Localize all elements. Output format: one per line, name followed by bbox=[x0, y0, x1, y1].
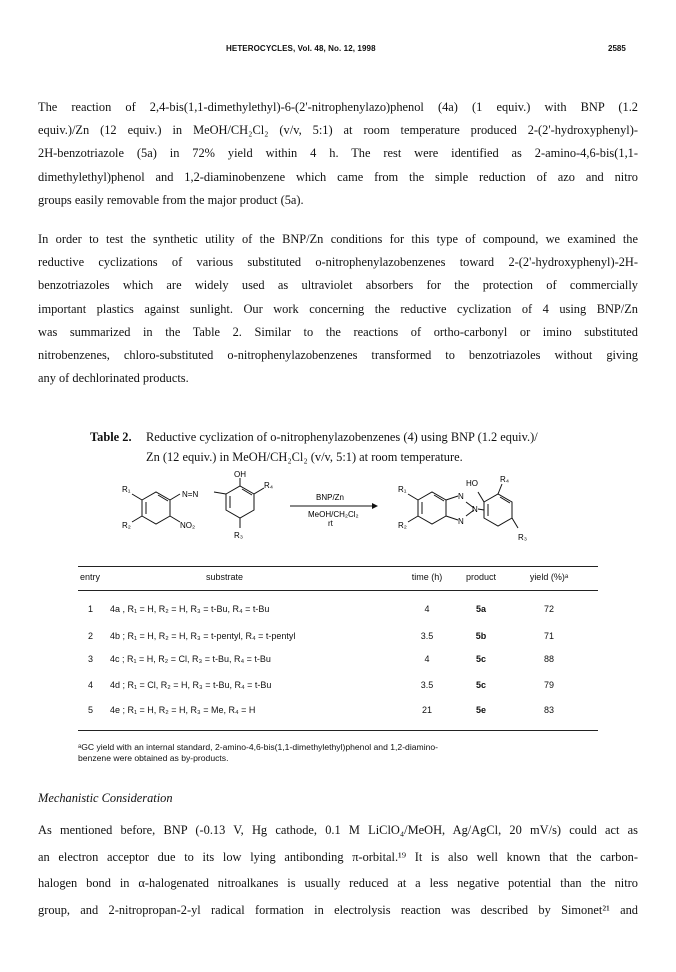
triazole-n2-label: N bbox=[472, 505, 478, 514]
header-substrate: substrate bbox=[206, 572, 244, 582]
cell-yield: 72 bbox=[543, 604, 554, 614]
footnote-line: ᵃGC yield with an internal standard, 2-amino-4,6-bis(1,1-dimethylethyl)phenol and 1,2-diamino- bbox=[78, 742, 439, 752]
cell-product: 5b bbox=[475, 631, 487, 641]
table-row bbox=[78, 654, 598, 668]
cell-entry: 4 bbox=[88, 680, 94, 690]
cell-substrate: 4d ; R₁ = Cl, R₂ = H, R₃ = t-Bu, R₄ = t-Bu bbox=[110, 680, 272, 690]
reagent-label: BNP/Zn bbox=[316, 493, 345, 502]
table-bottom-rule bbox=[78, 730, 598, 731]
cell-entry: 2 bbox=[88, 631, 94, 641]
condition-label: rt bbox=[328, 519, 333, 528]
table-row bbox=[78, 705, 598, 719]
paragraph-line: equiv.)/Zn (12 equiv.) in MeOH/CH₂Cl₂ (v/v, 5:1) at room temperature produced 2-(2'-hydroxyphenyl)- bbox=[38, 123, 638, 138]
paragraph-line: halogen bond in α-halogenated nitroalkanes is usually reduced at a less negative potential than the nitro bbox=[38, 876, 638, 890]
cell-time: 4 bbox=[424, 654, 430, 664]
cell-product: 5c bbox=[475, 654, 486, 664]
paragraph-line: reductive cyclizations of various substituted o-nitrophenylazobenzenes toward 2-(2'-hydroxyphenyl)-2H- bbox=[38, 255, 638, 270]
cell-product: 5c bbox=[475, 680, 486, 690]
oh-label: OH bbox=[234, 470, 246, 479]
product-r2-label: R₂ bbox=[398, 521, 407, 530]
caption-line-2: Zn (12 equiv.) in MeOH/CH₂Cl₂ (v/v, 5:1) at room temperature. bbox=[146, 450, 463, 464]
table-row bbox=[78, 680, 598, 694]
table-top-rule bbox=[78, 566, 598, 567]
paragraph-line: group, and 2-nitropropan-2-yl radical formation in electrolysis reaction was described by Simonet²¹ and bbox=[38, 902, 638, 917]
cell-product: 5e bbox=[475, 705, 486, 715]
r3-label: R₃ bbox=[234, 531, 244, 540]
cell-substrate: 4e ; R₁ = H, R₂ = H, R₃ = Me, R₄ = H bbox=[110, 705, 256, 715]
arrow-head bbox=[372, 503, 378, 509]
azo-label: N=N bbox=[182, 490, 199, 499]
paragraph-line: groups easily removable from the major product (5a). bbox=[38, 192, 304, 207]
paragraph-3 bbox=[38, 817, 638, 923]
cell-yield: 71 bbox=[543, 631, 554, 641]
footnote-line: benzene were obtained as by-products. bbox=[78, 753, 229, 763]
table-footnote bbox=[78, 742, 598, 764]
paragraph-1 bbox=[38, 96, 638, 212]
r1-label: R₁ bbox=[122, 485, 131, 494]
table-row bbox=[78, 604, 598, 618]
caption-line-1: Reductive cyclization of o-nitrophenylazobenzenes (4) using BNP (1.2 equiv.)/ bbox=[146, 430, 538, 444]
cell-substrate: 4b ; R₁ = H, R₂ = H, R₃ = t-pentyl, R₄ = t-pentyl bbox=[110, 631, 296, 641]
cell-substrate: 4a , R₁ = H, R₂ = H, R₃ = t-Bu, R₄ = t-Bu bbox=[110, 604, 270, 614]
header-entry: entry bbox=[80, 572, 101, 582]
table-header-row bbox=[78, 572, 598, 586]
table-header-rule bbox=[78, 590, 598, 591]
product-ho-label: HO bbox=[466, 479, 478, 488]
cell-yield: 88 bbox=[543, 654, 554, 664]
paragraph-line: important plastics against sunlight. Our work concerning the reductive cyclization of 4 using BNP/Zn bbox=[38, 301, 638, 316]
running-header bbox=[0, 44, 676, 60]
reaction-scheme bbox=[118, 470, 558, 554]
table-row bbox=[78, 631, 598, 645]
triazole-n3-label: N bbox=[458, 517, 464, 526]
nitro-label: NO₂ bbox=[180, 521, 196, 530]
journal-citation: HETEROCYCLES, Vol. 48, No. 12, 1998 bbox=[226, 44, 376, 53]
paragraph-line: 2H-benzotriazole (5a) in 72% yield within 4 h. The rest were identified as 2-amino-4,6-bis(1,1- bbox=[38, 146, 638, 161]
r4-label: R₄ bbox=[264, 481, 274, 490]
cell-time: 4 bbox=[424, 604, 430, 614]
product-r1-label: R₁ bbox=[398, 485, 407, 494]
triazole-n1-label: N bbox=[458, 492, 464, 501]
cell-product: 5a bbox=[475, 604, 486, 614]
cell-yield: 79 bbox=[543, 680, 554, 690]
table-caption bbox=[90, 427, 610, 467]
cell-entry: 3 bbox=[88, 654, 94, 664]
paragraph-line: any of dechlorinated products. bbox=[38, 371, 189, 386]
header-yield: yield (%)ᵃ bbox=[529, 572, 569, 582]
paragraph-line: The reaction of 2,4-bis(1,1-dimethylethyl)-6-(2'-nitrophenylazo)phenol (4a) (1 equiv.) with BNP (1.2 bbox=[38, 100, 638, 114]
reactant-structure bbox=[132, 478, 264, 528]
page-number: 2585 bbox=[608, 44, 626, 53]
paragraph-2 bbox=[38, 228, 638, 390]
r2-label: R₂ bbox=[122, 521, 131, 530]
header-time: time (h) bbox=[411, 572, 443, 582]
paragraph-line: benzotriazoles which are widely used as ultraviolet absorbers for the protection of commercially bbox=[38, 278, 638, 293]
cell-time: 3.5 bbox=[420, 631, 434, 641]
cell-entry: 5 bbox=[88, 705, 94, 715]
section-heading: Mechanistic Consideration bbox=[38, 791, 173, 805]
paragraph-line: an electron acceptor due to its low lying antibonding π-orbital.¹⁹ It is also well known that the carbon- bbox=[38, 849, 638, 864]
product-r3-label: R₃ bbox=[518, 533, 528, 542]
paragraph-line: nitrobenzenes, chloro-substituted o-nitrophenylazobenzenes transformed to benzotriazoles without giving bbox=[38, 348, 638, 363]
paragraph-line: dimethylethyl)phenol and 1,2-diaminobenzene which came from the simple reduction of azo and nitro bbox=[38, 169, 638, 184]
product-r4-label: R₄ bbox=[500, 475, 510, 484]
cell-yield: 83 bbox=[543, 705, 554, 715]
header-product: product bbox=[465, 572, 497, 582]
cell-time: 3.5 bbox=[420, 680, 434, 690]
solvent-label: MeOH/CH₂Cl₂ bbox=[308, 510, 359, 519]
paragraph-line: In order to test the synthetic utility of the BNP/Zn conditions for this type of compound, we examined the bbox=[38, 232, 638, 246]
cell-entry: 1 bbox=[88, 604, 94, 614]
cell-substrate: 4c ; R₁ = H, R₂ = Cl, R₃ = t-Bu, R₄ = t-Bu bbox=[110, 654, 271, 664]
table-label: Table 2. bbox=[90, 430, 132, 444]
paragraph-line: As mentioned before, BNP (-0.13 V, Hg cathode, 0.1 M LiClO₄/MeOH, Ag/AgCl, 20 mV/s) could act as bbox=[38, 823, 638, 837]
cell-time: 21 bbox=[421, 705, 432, 715]
paragraph-line: was summarized in the Table 2. Similar to the reactions of ortho-carbonyl or imino substituted bbox=[38, 324, 638, 339]
